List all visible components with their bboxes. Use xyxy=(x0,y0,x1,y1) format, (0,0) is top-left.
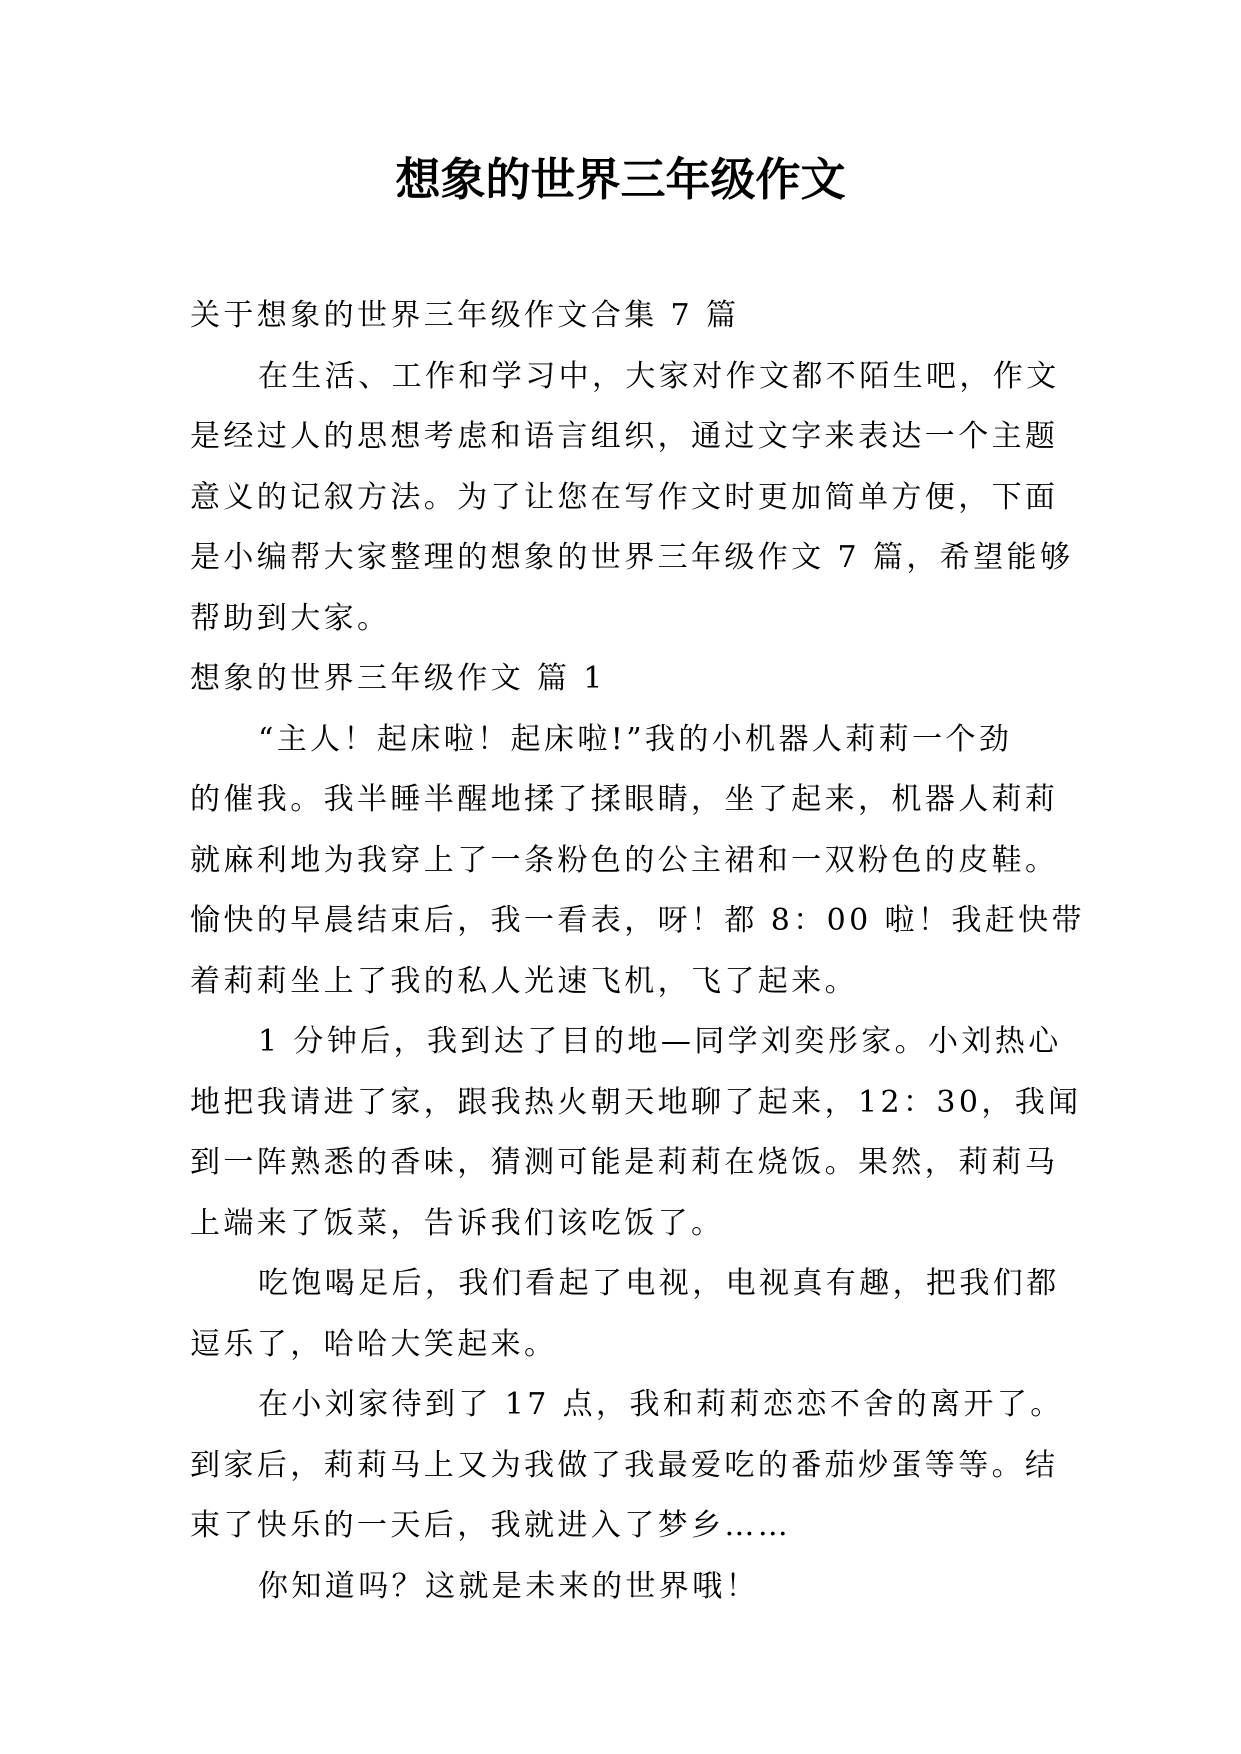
text-line: 意义的记叙方法。为了让您在写作文时更加简单方便，下面 xyxy=(190,479,1059,515)
text-line: 的催我。我半睡半醒地揉了揉眼睛，坐了起来，机器人莉莉 xyxy=(190,782,1059,817)
text-line: “主人！起床啦！起床啦!”我的小机器人莉莉一个劲 xyxy=(258,721,1013,757)
text-line: 地把我请进了家，跟我热火朝天地聊了起来，12：30，我闻 xyxy=(190,1084,1082,1120)
text-line: 束了快乐的一天后，我就进入了梦乡…… xyxy=(190,1508,792,1543)
text-line: 逗乐了，哈哈大笑起来。 xyxy=(190,1326,558,1362)
document-title: 想象的世界三年级作文 xyxy=(395,153,846,206)
text-line: 是经过人的思想考虑和语言组织，通过文字来表达一个主题 xyxy=(190,419,1059,454)
text-line: 就麻利地为我穿上了一条粉色的公主裙和一双粉色的皮鞋。 xyxy=(190,842,1059,878)
text-line: 你知道吗？这就是未来的世界哦！ xyxy=(258,1568,759,1604)
text-line: 吃饱喝足后，我们看起了电视，电视真有趣，把我们都 xyxy=(258,1266,1060,1301)
text-line: 在小刘家待到了 17 点，我和莉莉恋恋不舍的离开了。 xyxy=(258,1387,1064,1422)
document-body xyxy=(190,286,1085,1617)
text-line: 1 分钟后，我到达了目的地—同学刘奕彤家。小刘热心 xyxy=(258,1024,1062,1059)
text-line: 是小编帮大家整理的想象的世界三年级作文 7 篇，希望能够 xyxy=(190,540,1074,575)
text-line: 愉快的早晨结束后，我一看表，呀！都 8：00 啦！我赶快带 xyxy=(190,903,1085,938)
text-line: 到一阵熟悉的香味，猜测可能是莉莉在烧饭。果然，莉莉马 xyxy=(190,1145,1059,1180)
text-line: 着莉莉坐上了我的私人光速飞机，飞了起来。 xyxy=(190,963,858,999)
text-line: 想象的世界三年级作文 篇 1 xyxy=(190,661,606,696)
text-line: 上端来了饭菜，告诉我们该吃饭了。 xyxy=(190,1205,725,1241)
text-line: 关于想象的世界三年级作文合集 7 篇 xyxy=(190,298,740,333)
text-line: 帮助到大家。 xyxy=(190,600,391,636)
text-line: 到家后，莉莉马上又为我做了我最爱吃的番茄炒蛋等等。结 xyxy=(190,1447,1059,1483)
text-line: 在生活、工作和学习中，大家对作文都不陌生吧，作文 xyxy=(258,358,1060,394)
